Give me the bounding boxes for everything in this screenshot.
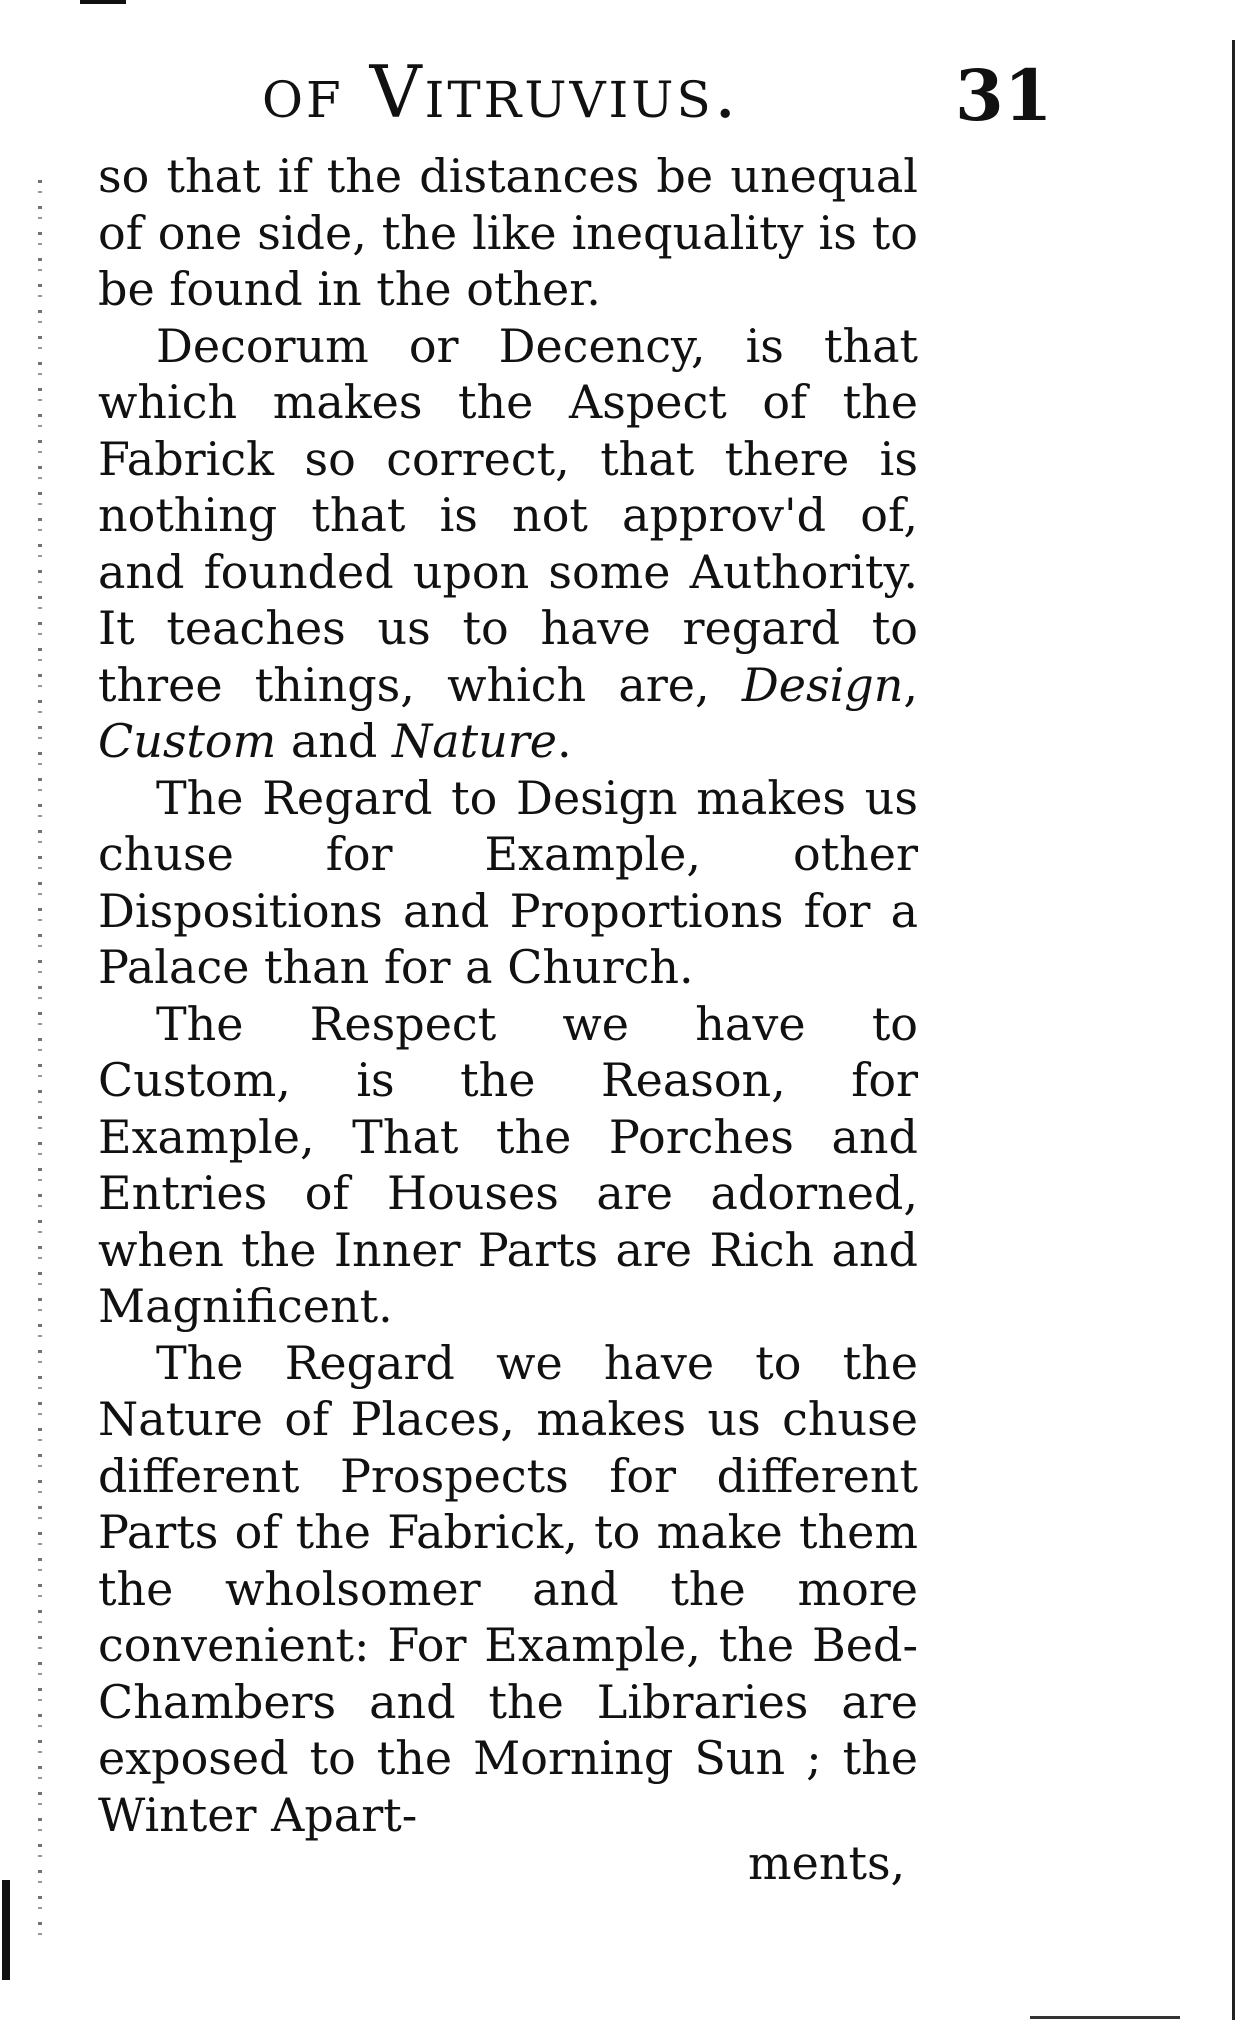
page-header (0, 40, 1254, 137)
paragraph-design: The Regard to Design makes us chuse for Example, other Dispositions and Proportions for a Palace than for a Church. (98, 770, 918, 994)
scan-mark-top (80, 0, 126, 4)
conjunction: and (276, 714, 392, 768)
running-head: of Vitruvius. (262, 50, 740, 134)
term-design: Design (741, 657, 904, 712)
paragraph-decorum (98, 318, 918, 770)
term-custom: Custom (98, 714, 277, 768)
scan-mark-bottom (1030, 2016, 1180, 2019)
paragraph-continuation: so that if the distances be unequal of one side, the like inequality is to be found in the other. (98, 149, 918, 316)
body-text (98, 148, 918, 1843)
catchword: ments, (748, 1836, 906, 1890)
paragraph-nature: The Regard we have to the Nature of Places, makes us chuse different Prospects for different Parts of the Fabrick, to make them the wholsomer and the more convenient: For Example, the Bed-Chambers and the Libraries are exposed to the Morning Sun ; the Winter Apart- (98, 1335, 918, 1842)
scan-edge-left-dark (2, 1880, 10, 1980)
term-nature: Nature (391, 714, 557, 768)
scan-edge-left (38, 180, 42, 1940)
separator: , (903, 657, 918, 712)
page-number: 31 (955, 54, 1053, 137)
scan-edge-right (1232, 40, 1235, 2020)
paragraph-custom: The Respect we have to Custom, is the Reason, for Example, That the Porches and Entries of Houses are adorned, when the Inner Parts are Rich and Magnificent. (98, 996, 918, 1333)
period: . (556, 714, 572, 768)
paragraph-decorum-text: Decorum or Decency, is that which makes the Aspect of the Fabrick so correct, that there is nothing that is not approv'd of, and founded upon some Authority. It teaches us to have regard to three things, which are, (98, 318, 918, 712)
